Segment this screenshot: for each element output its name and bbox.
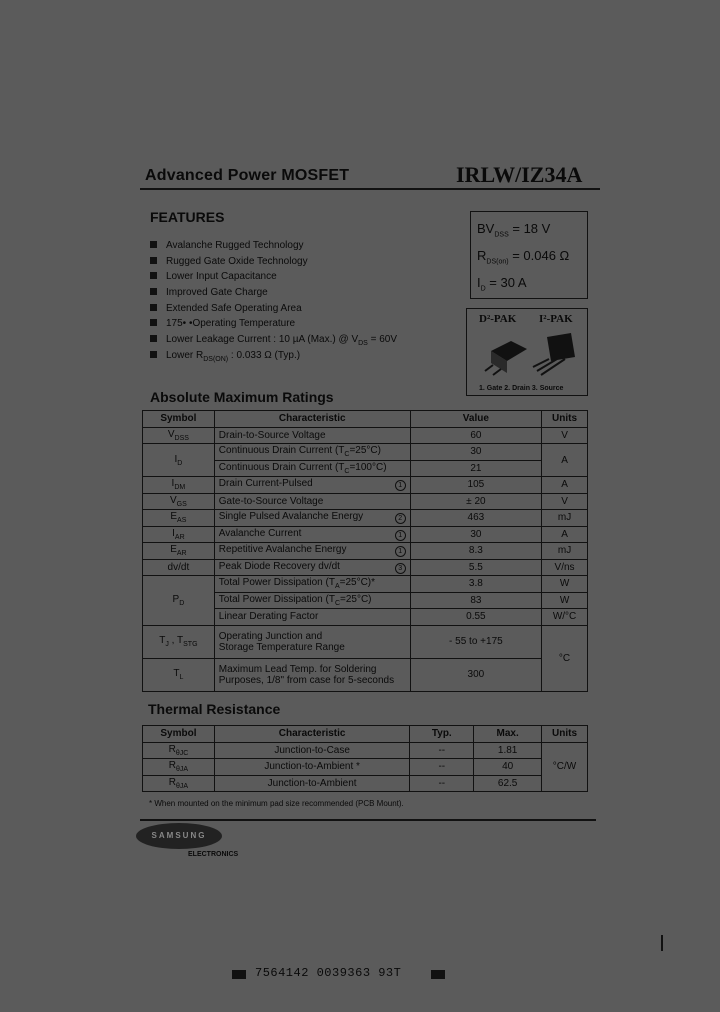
thermal-table xyxy=(142,725,588,792)
footer-rule xyxy=(140,819,596,821)
table-header-row: Symbol Characteristic Value Units xyxy=(143,411,588,428)
spec-bvdss: $BV_{DSS} = 18$ V xyxy=(477,221,551,239)
table-row: $I_{DM}$ Drain Current-Pulsed 1 105 A xyxy=(143,477,588,494)
feature-item: 175• •Operating Temperature xyxy=(150,316,397,332)
note-marker: 3 xyxy=(395,563,406,574)
feature-item: Avalanche Rugged Technology xyxy=(150,238,397,254)
table-row: $E_{AR}$ Repetitive Avalanche Energy 1 8.3 mJ xyxy=(143,543,588,560)
package-box xyxy=(466,308,588,396)
bullet-icon xyxy=(150,257,157,264)
spec-rdson: $R_{DS(on)} = 0.046$ Ω xyxy=(477,248,570,266)
abs-max-table xyxy=(142,410,588,692)
part-number: IRLW/IZ34A xyxy=(456,162,583,187)
header-rule xyxy=(140,188,600,190)
pin-caption: 1. Gate 2. Drain 3. Source xyxy=(479,385,564,392)
margin-mark xyxy=(661,935,663,951)
package-drawing-icon xyxy=(471,329,583,379)
feature-item: Lower $R_{DS(ON)}$ : 0.033 Ω (Typ.) xyxy=(150,348,397,364)
table-row: $E_{AS}$ Single Pulsed Avalanche Energy 2 463 mJ xyxy=(143,510,588,527)
note-marker: 1 xyxy=(395,480,406,491)
feature-item: Improved Gate Charge xyxy=(150,285,397,301)
table-row: Total Power Dissipation $(T_C=25^\circ C)$ 83 W xyxy=(143,592,588,609)
table-row: Continuous Drain Current $(T_C=100^\circ C)$ 21 xyxy=(143,460,588,477)
footnote: * When mounted on the minimum pad size recommended (PCB Mount). xyxy=(149,799,404,808)
barcode-block-left xyxy=(232,970,246,979)
bullet-icon xyxy=(150,319,157,326)
note-marker: 1 xyxy=(395,530,406,541)
barcode-block-right xyxy=(431,970,445,979)
table-row: $I_D$ Continuous Drain Current $(T_C=25^\circ C)$ 30 A xyxy=(143,444,588,461)
feature-item: Lower Input Capacitance xyxy=(150,269,397,285)
table-row: $V_{DSS}$ Drain-to-Source Voltage 60 V xyxy=(143,427,588,444)
document-title: Advanced Power MOSFET xyxy=(145,167,350,184)
feature-item: Rugged Gate Oxide Technology xyxy=(150,254,397,270)
table-row: $I_{AR}$ Avalanche Current 1 30 A xyxy=(143,526,588,543)
features-heading: FEATURES xyxy=(150,209,225,225)
table-row: dv/dt Peak Diode Recovery dv/dt 3 5.5 V/ns xyxy=(143,559,588,576)
thermal-heading: Thermal Resistance xyxy=(148,701,281,717)
note-marker: 2 xyxy=(395,513,406,524)
feature-item: Lower Leakage Current : 10 µA (Max.) @ $V_{DS} = 60V$ xyxy=(150,332,397,348)
bullet-icon xyxy=(150,288,157,295)
table-row: $R_{\theta JA}$ Junction-to-Ambient * -- 40 xyxy=(143,759,588,776)
table-row: $R_{\theta JC}$ Junction-to-Case -- 1.81 °C/W xyxy=(143,742,588,759)
table-row: $T_L$ Maximum Lead Temp. for Soldering Purposes, 1/8" from case for 5-seconds 300 xyxy=(143,658,588,691)
key-specs-box xyxy=(470,211,588,299)
package-label-i2pak: I²-PAK xyxy=(539,313,573,325)
package-label-d2pak: D²-PAK xyxy=(479,313,517,325)
barcode-number: 7564142 0039363 93T xyxy=(255,966,402,980)
bullet-icon xyxy=(150,351,157,358)
spec-id: $I_D = 30$ A xyxy=(477,275,527,293)
bullet-icon xyxy=(150,272,157,279)
bullet-icon xyxy=(150,304,157,311)
table-row: $P_D$ Total Power Dissipation $(T_A=25^\circ C)*$ 3.8 W xyxy=(143,576,588,593)
bullet-icon xyxy=(150,335,157,342)
table-row: Linear Derating Factor 0.55 W/°C xyxy=(143,609,588,626)
table-row: $V_{GS}$ Gate-to-Source Voltage ± 20 V xyxy=(143,493,588,510)
abs-max-heading: Absolute Maximum Ratings xyxy=(150,389,334,405)
note-marker: 1 xyxy=(395,546,406,557)
bullet-icon xyxy=(150,241,157,248)
table-row: $R_{\theta JA}$ Junction-to-Ambient -- 62.5 xyxy=(143,775,588,792)
table-header-row: Symbol Characteristic Typ. Max. Units xyxy=(143,726,588,743)
table-row: $T_J$ , $T_{STG}$ Operating Junction and Storage Temperature Range - 55 to +175 °C xyxy=(143,625,588,658)
features-list xyxy=(150,238,397,364)
logo-subtitle: ELECTRONICS xyxy=(188,851,239,858)
samsung-logo: SAMSUNG xyxy=(136,823,222,849)
feature-item: Extended Safe Operating Area xyxy=(150,301,397,317)
